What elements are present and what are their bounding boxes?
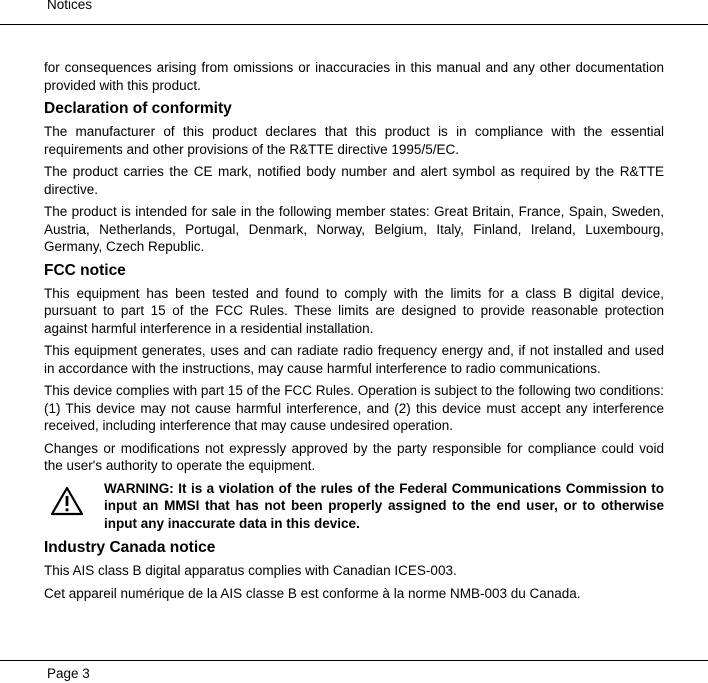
fcc-heading: FCC notice	[44, 261, 126, 279]
intro-paragraph: for consequences arising from omissions or inaccuracies in this manual and any other documentation provided with this product.	[44, 60, 664, 93]
document-body	[44, 59, 664, 607]
fcc-paragraph-1: This equipment has been tested and found to comply with the limits for a class B digital device, pursuant to part 15 of the FCC Rules. These limits are designed to provide reasonable protection against harmful interference in a residential installation.	[44, 285, 664, 336]
industry-canada-paragraph-1: This AIS class B digital apparatus complies with Canadian ICES-003.	[44, 563, 457, 578]
header-divider	[0, 24, 708, 25]
declaration-paragraph-2: The product carries the CE mark, notified body number and alert symbol as required by the R&TTE directive.	[44, 164, 664, 197]
industry-canada-paragraph-2: Cet appareil numérique de la AIS classe B est conforme à la norme NMB-003 du Canada.	[44, 585, 581, 601]
declaration-heading: Declaration of conformity	[44, 100, 232, 117]
footer-divider	[0, 660, 708, 661]
fcc-paragraph-4: Changes or modifications not expressly approved by the party responsible for compliance could void the user's authority to operate the equipment.	[44, 440, 664, 473]
declaration-paragraph-1: The manufacturer of this product declares that this product is in compliance with the essential requirements and other provisions of the R&TTE directive 1995/5/EC.	[44, 124, 664, 157]
page-header-title: Notices	[47, 0, 93, 12]
fcc-paragraph-3: This device complies with part 15 of the FCC Rules. Operation is subject to the following two conditions: (1) This device may not cause harmful interference, and (2) this device must accept any interference received, including interference that may cause undesired operation.	[44, 383, 664, 433]
page-number: Page 3	[47, 666, 90, 681]
fcc-paragraph-2: This equipment generates, uses and can radiate radio frequency energy and, if not installed and used in accordance with the instructions, may cause harmful interference to radio communications.	[44, 343, 664, 376]
warning-text: WARNING: It is a violation of the rules of the Federal Communications Commission to input an MMSI that has not been properly assigned to the end user, or to otherwise input any inaccurate data in this device.	[104, 480, 664, 531]
warning-block	[44, 480, 664, 533]
industry-canada-heading: Industry Canada notice	[44, 539, 216, 556]
warning-triangle-icon	[50, 486, 84, 516]
declaration-paragraph-3: The product is intended for sale in the following member states: Great Britain, France, Spain, Sweden, Austria, Netherlands, Portugal, Denmark, Norway, Belgium, Italy, Finland, Ireland, Luxembourg, Germany, Czech Republic.	[44, 204, 664, 254]
